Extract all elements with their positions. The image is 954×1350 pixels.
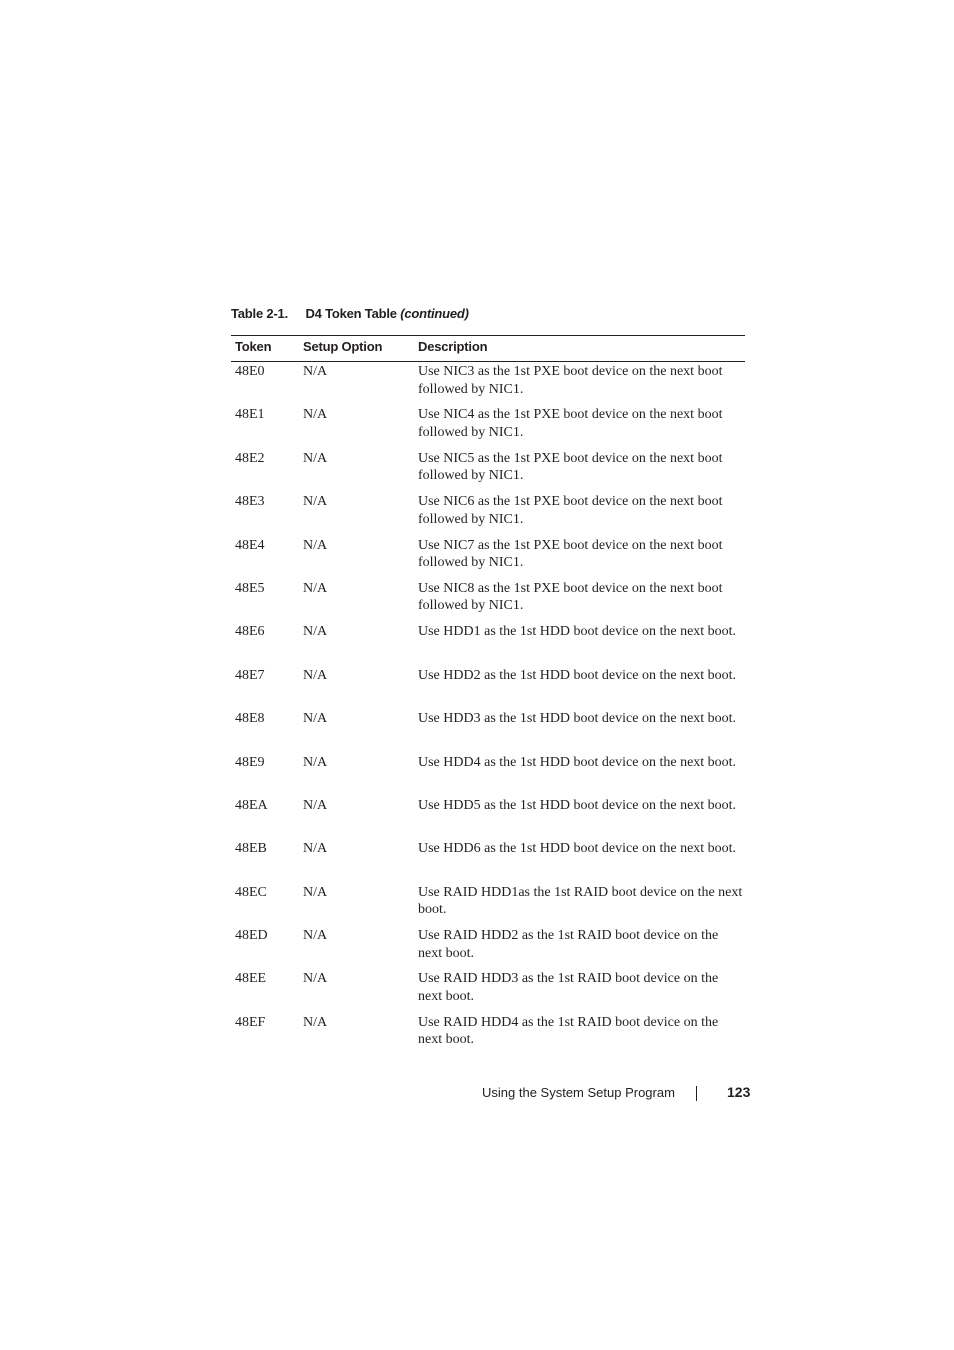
- table-header: [231, 335, 745, 362]
- setup-option-cell: N/A: [303, 537, 328, 553]
- table-number: Table 2-1.: [231, 306, 289, 321]
- token-cell: 48EE: [235, 971, 267, 987]
- description-cell: Use RAID HDD3 as the 1st RAID boot device on the next boot.: [418, 971, 719, 1004]
- footer-section-title: Using the System Setup Program: [482, 1085, 675, 1100]
- description-cell: Use HDD5 as the 1st HDD boot device on the next boot.: [418, 797, 737, 813]
- description-cell: Use HDD4 as the 1st HDD boot device on the next boot.: [418, 754, 737, 770]
- setup-option-cell: N/A: [303, 841, 328, 857]
- header-setup-option: Setup Option: [303, 339, 383, 354]
- token-cell: 48E0: [235, 364, 265, 379]
- description-cell: Use NIC5 as the 1st PXE boot device on the next boot followed by NIC1.: [418, 450, 723, 484]
- setup-option-cell: N/A: [303, 407, 328, 423]
- token-cell: 48E7: [235, 667, 265, 683]
- description-cell: Use NIC7 as the 1st PXE boot device on the next boot followed by NIC1.: [418, 537, 723, 571]
- setup-option-cell: N/A: [303, 884, 328, 900]
- description-cell: Use RAID HDD2 as the 1st RAID boot device on the next boot.: [418, 928, 719, 961]
- table-row: [231, 969, 745, 1012]
- table-body: [231, 362, 745, 1056]
- page-number: 123: [727, 1084, 751, 1100]
- continued-label: (continued): [400, 306, 469, 321]
- table-row: [231, 405, 745, 448]
- table-row: [231, 449, 745, 492]
- table-row: [231, 1013, 745, 1056]
- table-row: [231, 362, 745, 405]
- description-cell: Use HDD3 as the 1st HDD boot device on the next boot.: [418, 711, 737, 727]
- header-description: Description: [418, 339, 488, 354]
- description-cell: Use NIC6 as the 1st PXE boot device on the next boot followed by NIC1.: [418, 494, 723, 527]
- table-row: [231, 883, 745, 926]
- token-cell: 48E6: [235, 624, 265, 640]
- token-cell: 48EC: [235, 884, 267, 900]
- table-row: [231, 579, 745, 622]
- token-cell: 48E3: [235, 494, 265, 510]
- setup-option-cell: N/A: [303, 754, 328, 770]
- token-cell: 48E2: [235, 450, 265, 466]
- header-token: Token: [235, 339, 272, 354]
- table-row: [231, 926, 745, 969]
- token-cell: 48EF: [235, 1014, 266, 1030]
- page-footer: [482, 1084, 752, 1104]
- token-cell: 48E5: [235, 580, 265, 596]
- token-cell: 48EB: [235, 841, 267, 857]
- setup-option-cell: N/A: [303, 494, 328, 510]
- setup-option-cell: N/A: [303, 624, 328, 640]
- table-row: [231, 839, 745, 882]
- setup-option-cell: N/A: [303, 711, 328, 727]
- setup-option-cell: N/A: [303, 971, 328, 987]
- description-cell: Use NIC3 as the 1st PXE boot device on the next boot followed by NIC1.: [418, 364, 723, 397]
- table-row: [231, 753, 745, 796]
- table-caption: [231, 306, 469, 321]
- token-cell: 48E8: [235, 711, 265, 727]
- table-row: [231, 709, 745, 752]
- setup-option-cell: N/A: [303, 797, 328, 813]
- table-row: [231, 622, 745, 665]
- setup-option-cell: N/A: [303, 1014, 328, 1030]
- token-cell: 48ED: [235, 928, 268, 944]
- description-cell: Use RAID HDD1as the 1st RAID boot device on the next boot.: [418, 884, 743, 918]
- footer-separator: [696, 1086, 697, 1101]
- token-cell: 48E1: [235, 407, 265, 423]
- token-cell: 48E9: [235, 754, 265, 770]
- description-cell: Use NIC4 as the 1st PXE boot device on the next boot followed by NIC1.: [418, 407, 723, 440]
- setup-option-cell: N/A: [303, 580, 328, 596]
- description-cell: Use HDD2 as the 1st HDD boot device on the next boot.: [418, 667, 737, 683]
- table-title: D4 Token Table: [305, 306, 397, 321]
- table-row: [231, 536, 745, 579]
- setup-option-cell: N/A: [303, 450, 328, 466]
- table-row: [231, 492, 745, 535]
- description-cell: Use RAID HDD4 as the 1st RAID boot device on the next boot.: [418, 1014, 719, 1048]
- token-cell: 48E4: [235, 537, 265, 553]
- table-row: [231, 666, 745, 709]
- setup-option-cell: N/A: [303, 364, 328, 379]
- token-table: [231, 335, 745, 1056]
- setup-option-cell: N/A: [303, 928, 328, 944]
- description-cell: Use NIC8 as the 1st PXE boot device on the next boot followed by NIC1.: [418, 580, 723, 614]
- token-cell: 48EA: [235, 797, 268, 813]
- setup-option-cell: N/A: [303, 667, 328, 683]
- table-row: [231, 796, 745, 839]
- description-cell: Use HDD6 as the 1st HDD boot device on the next boot.: [418, 841, 737, 857]
- description-cell: Use HDD1 as the 1st HDD boot device on the next boot.: [418, 624, 737, 640]
